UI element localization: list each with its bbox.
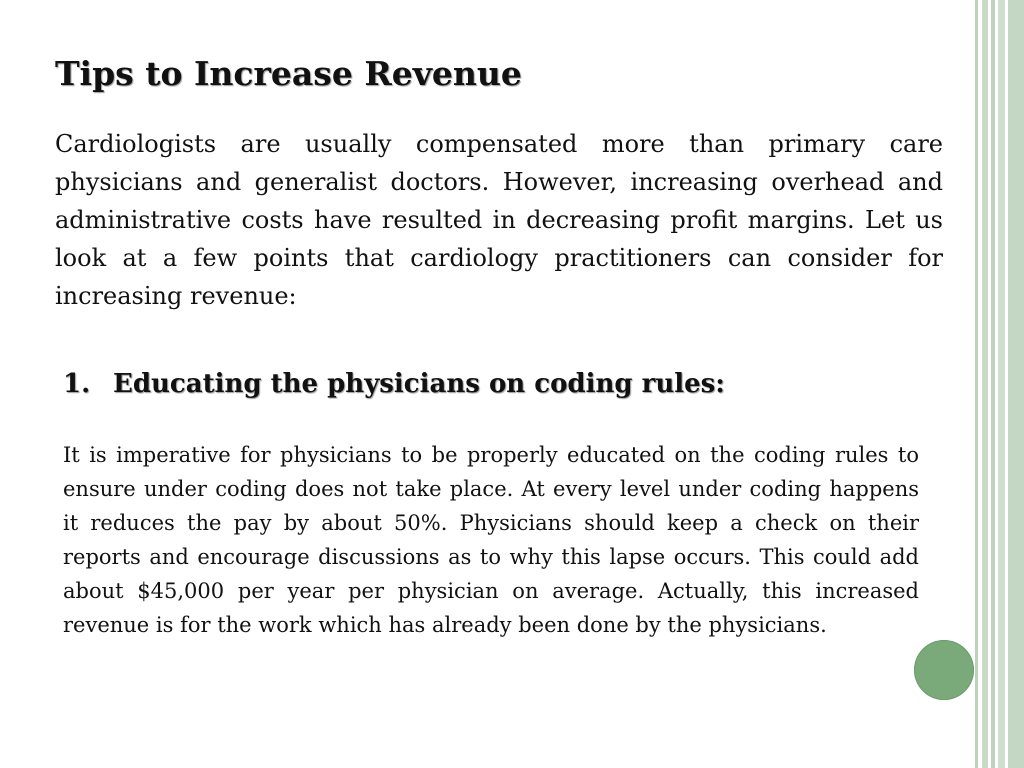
decorative-stripe <box>998 0 1005 768</box>
decorative-stripe <box>982 0 988 768</box>
slide-title: Tips to Increase Revenue <box>55 54 522 93</box>
decorative-stripe <box>975 0 978 768</box>
section-number: 1. <box>63 369 91 399</box>
intro-paragraph: Cardiologists are usually compensated more than primary care physicians and generalist doctors. However, increasing overhead and administrative costs have resulted in decreasing profit margins. Let us look at a few points that cardiology practitioners can consider for increasing revenue: <box>55 130 943 310</box>
section-heading-text: Educating the physicians on coding rules: <box>113 369 725 399</box>
section-body-paragraph: It is imperative for physicians to be properly educated on the coding rules to ensure under coding does not take place. At every level under coding happens it reduces the pay by about 50%. Physicians should keep a check on their reports and encourage discussions as to why this lapse occurs. This could add about $45,000 per year per physician on average. Actually, this increased revenue is for the work which has already been done by the physicians. <box>63 443 919 637</box>
decorative-stripe <box>991 0 995 768</box>
decorative-stripe <box>1008 0 1024 768</box>
section-heading <box>63 364 725 404</box>
decorative-circle <box>914 640 974 700</box>
